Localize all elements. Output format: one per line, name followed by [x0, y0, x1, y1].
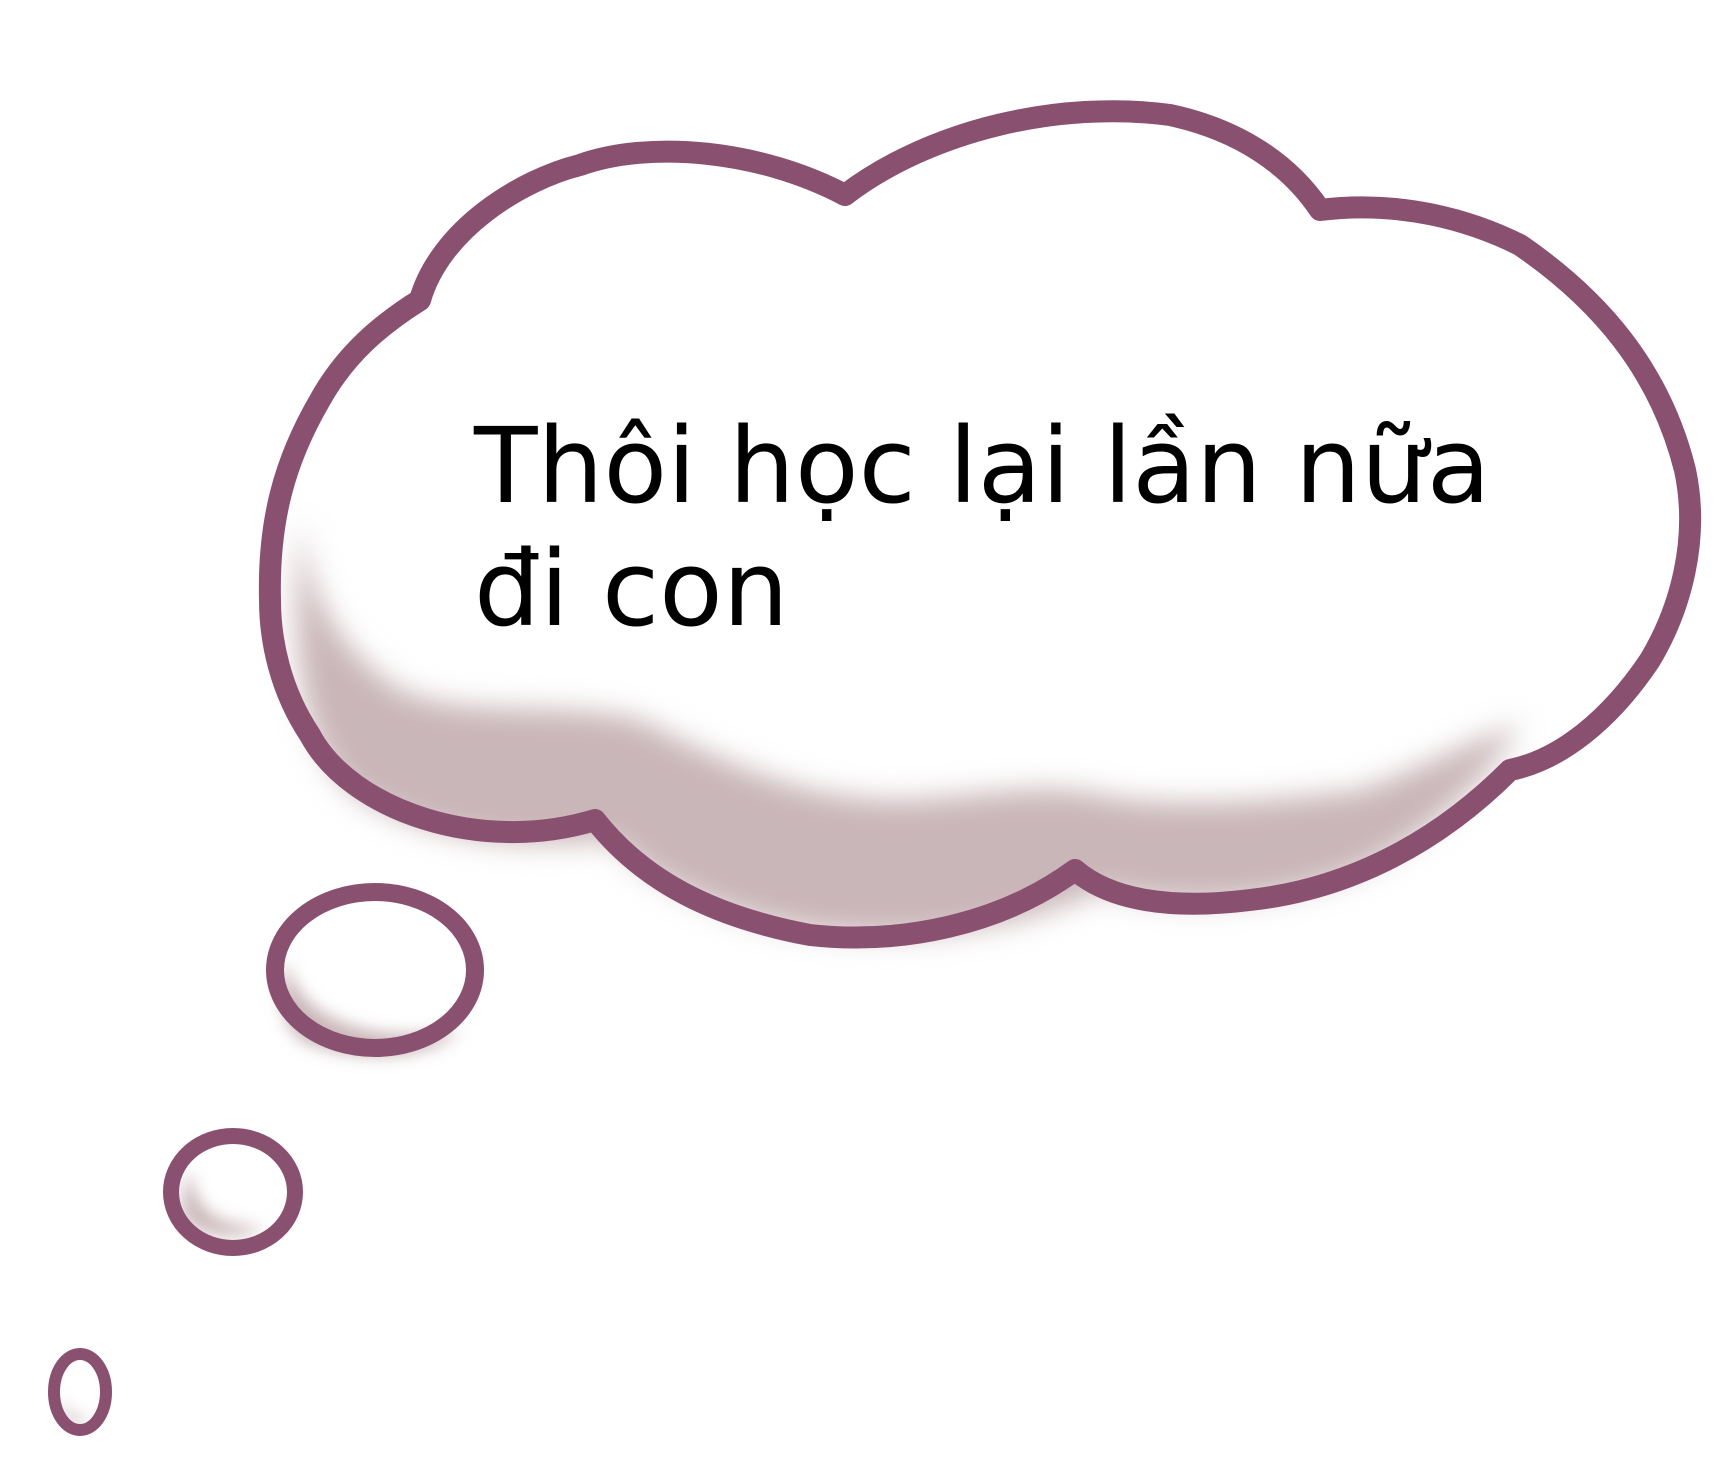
thought-text-line-1: Thôi học lại lần nữa	[474, 405, 1491, 527]
thought-dot-large	[275, 892, 475, 1056]
thought-text	[474, 405, 1524, 651]
thought-dot-medium	[171, 1136, 295, 1248]
thought-dot-small	[54, 1354, 106, 1430]
thought-text-line-2: đi con	[474, 528, 789, 650]
